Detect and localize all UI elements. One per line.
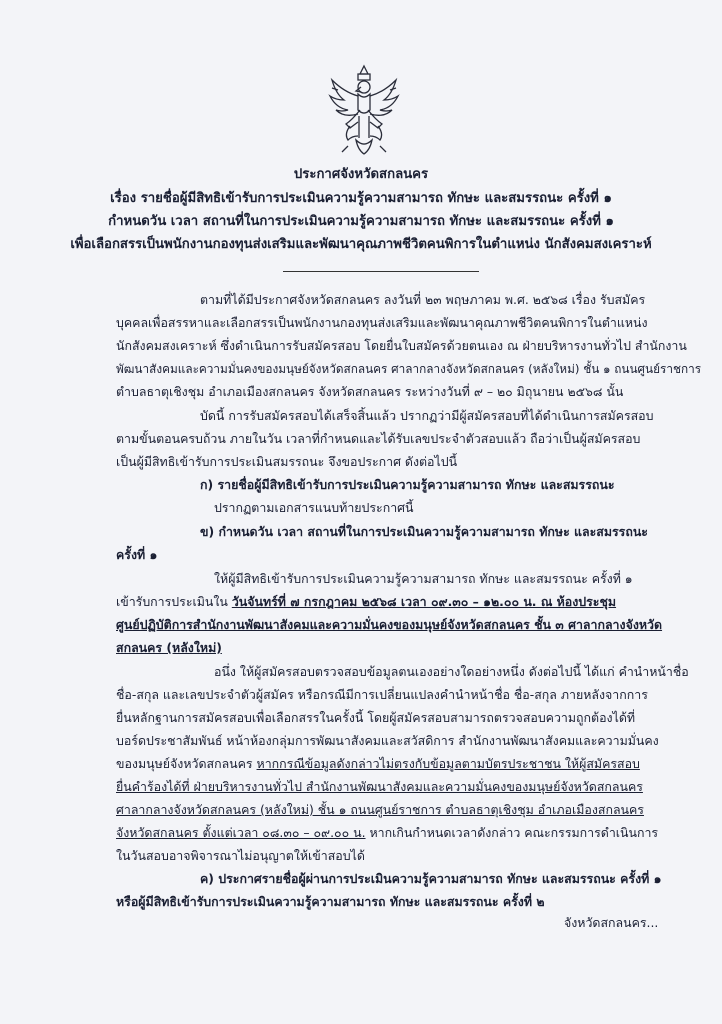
exam-venue-line: สกลนคร (หลังใหม่) (116, 640, 222, 655)
paragraph-2-line: บัดนี้ การรับสมัครสอบได้เสร็จสิ้นแล้ว ปรากฏว่ามีผู้สมัครสอบที่ได้ดำเนินการสมัครสอบ (200, 408, 654, 423)
paragraph-2-line: เป็นผู้มีสิทธิเข้ารับการประเมินสมรรถนะ จึงขอประกาศ ดังต่อไปนี้ (116, 454, 458, 469)
item-a-heading: ก) รายชื่อผู้มีสิทธิเข้ารับการประเมินความรู้ความสามารถ ทักษะ และสมรรถนะ (200, 477, 615, 492)
correction-time: จังหวัดสกลนคร ตั้งแต่เวลา ๐๘.๓๐ – ๐๙.๐๐ น. (116, 825, 366, 840)
item-a-body: ปรากฏตามเอกสารแนบท้ายประกาศนี้ (214, 500, 414, 515)
item-b-line: ให้ผู้มีสิทธิเข้ารับการประเมินความรู้ความสามารถ ทักษะ และสมรรถนะ ครั้งที่ ๑ (214, 571, 633, 586)
paragraph-2-line: ตามขั้นตอนครบถ้วน ภายในวัน เวลาที่กำหนดและได้รับเลขประจำตัวสอบแล้ว ถือว่าเป็นผู้สมัครสอบ (116, 431, 641, 446)
correction-notice-line: ยื่นคำร้องได้ที่ ฝ่ายบริหารงานทั่วไป สำนักงานพัฒนาสังคมและความมั่นคงของมนุษย์จังหวัดสกลนคร (116, 779, 643, 794)
item-c-heading-cont: หรือผู้มีสิทธิเข้ารับการประเมินความรู้ความสามารถ ทักษะ และสมรรถนะ ครั้งที่ ๒ (116, 894, 545, 909)
paragraph-1-line: บุคคลเพื่อสรรหาและเลือกสรรเป็นพนักงานกองทุนส่งเสริมและพัฒนาคุณภาพชีวิตคนพิการในตำแหน่ง (116, 315, 648, 330)
paragraph-3-line: บอร์ดประชาสัมพันธ์ หน้าห้องกลุ่มการพัฒนาสังคมและสวัสดิการ สำนักงานพัฒนาสังคมและความมั่นคง (116, 733, 659, 748)
paragraph-1-line: ตำบลธาตุเชิงชุม อำเภอเมืองสกลนคร จังหวัดสกลนคร ระหว่างวันที่ ๙ – ๒๐ มิถุนายน ๒๕๖๘ นั้น (116, 384, 624, 399)
correction-notice-line: ศาลากลางจังหวัดสกลนคร (หลังใหม่) ชั้น ๑ ถนนศูนย์ราชการ ตำบลธาตุเชิงชุม อำเภอเมืองสกลนคร (116, 802, 644, 817)
paragraph-3-line (116, 755, 640, 773)
paragraph-3-line (116, 824, 658, 842)
paragraph-1-line: ตามที่ได้มีประกาศจังหวัดสกลนคร ลงวันที่ ๒๓ พฤษภาคม พ.ศ. ๒๕๖๘ เรื่อง รับสมัคร (200, 292, 646, 307)
item-c-heading: ค) ประกาศรายชื่อผู้ผ่านการประเมินความรู้ความสามารถ ทักษะ และสมรรถนะ ครั้งที่ ๑ (200, 871, 662, 886)
paragraph-3-line: ยื่นหลักฐานการสมัครสอบเพื่อเลือกสรรในครั้งนี้ โดยผู้สมัครสอบสามารถตรวจสอบความถูกต้องได้ที่ (116, 710, 636, 725)
announcement-title: ประกาศจังหวัดสกลนคร (293, 167, 429, 182)
paragraph-3-text: ของมนุษย์จังหวัดสกลนคร (116, 756, 257, 771)
subject-line-3: เพื่อเลือกสรรเป็นพนักงานกองทุนส่งเสริมและพัฒนาคุณภาพชีวิตคนพิการในตำแหน่ง นักสังคมสงเคราะห์ (70, 237, 652, 252)
correction-notice: หากกรณีข้อมูลดังกล่าวไม่ตรงกับข้อมูลตามบัตรประชาชน ให้ผู้สมัครสอบ (256, 756, 640, 771)
paragraph-1-line: พัฒนาสังคมและความมั่นคงของมนุษย์จังหวัดสกลนคร ศาลากลางจังหวัดสกลนคร (หลังใหม่) ชั้น ๑ ถนนศูนย์ราชการ (116, 362, 702, 376)
exam-venue-line: ศูนย์ปฏิบัติการสำนักงานพัฒนาสังคมและความมั่นคงของมนุษย์จังหวัดสกลนคร ชั้น ๓ ศาลากลางจังหวัด (116, 617, 663, 632)
paragraph-1-line: นักสังคมสงเคราะห์ ซึ่งดำเนินการรับสมัครสอบ โดยยื่นใบสมัครด้วยตนเอง ณ ฝ่ายบริหารงานทั่วไป สำนักงาน (116, 338, 687, 353)
continuation-marker: จังหวัดสกลนคร... (564, 915, 659, 930)
item-b-schedule-line (116, 593, 616, 611)
subject-line-1: เรื่อง รายชื่อผู้มีสิทธิเข้ารับการประเมินความรู้ความสามารถ ทักษะ และสมรรถนะ ครั้งที่ ๑ (110, 191, 612, 206)
schedule-prefix: เข้ารับการประเมินใน (116, 594, 232, 609)
title-divider (283, 271, 479, 272)
exam-date-time: วันจันทร์ที่ ๗ กรกฎาคม ๒๕๖๘ เวลา ๐๙.๓๐ – ๑๒.๐๐ น. ณ ห้องประชุม (231, 594, 617, 609)
paragraph-3-line: อนึ่ง ให้ผู้สมัครสอบตรวจสอบข้อมูลตนเองอย่างใดอย่างหนึ่ง ดังต่อไปนี้ ได้แก่ คำนำหน้าชื่อ (214, 664, 689, 679)
item-b-heading: ข) กำหนดวัน เวลา สถานที่ในการประเมินความรู้ความสามารถ ทักษะ และสมรรถนะ (200, 524, 648, 539)
subject-line-2: กำหนดวัน เวลา สถานที่ในการประเมินความรู้ความสามารถ ทักษะ และสมรรถนะ ครั้งที่ ๑ (108, 214, 614, 229)
paragraph-3-line: ในวันสอบอาจพิจารณาไม่อนุญาตให้เข้าสอบได้ (116, 848, 365, 863)
garuda-emblem (328, 60, 400, 160)
paragraph-3-text: หากเกินกำหนดเวลาดังกล่าว คณะกรรมการดำเนินการ (365, 825, 659, 840)
item-b-heading-cont: ครั้งที่ ๑ (116, 547, 158, 562)
paragraph-3-line: ชื่อ-สกุล และเลขประจำตัวผู้สมัคร หรือกรณีมีการเปลี่ยนแปลงคำนำหน้าชื่อ ชื่อ-สกุล ภายหลังจากการ (116, 687, 648, 702)
